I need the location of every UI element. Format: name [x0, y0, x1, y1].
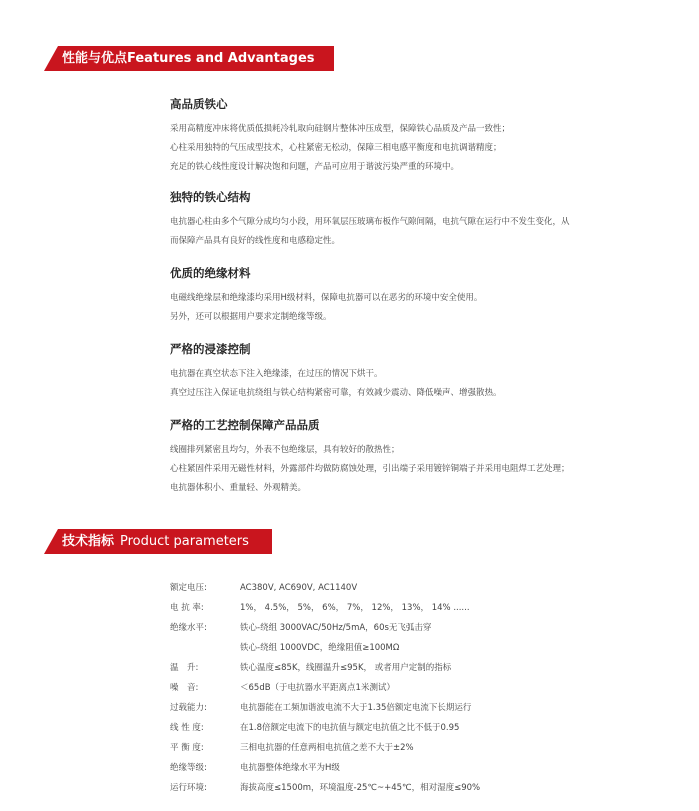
feature-line: 电抗器体积小、重量轻、外观精美。 [170, 483, 307, 493]
feature-section-3 [170, 265, 650, 327]
param-row [170, 758, 480, 778]
param-row [170, 638, 480, 658]
feature-line: 另外，还可以根据用户要求定制绝缘等级。 [170, 312, 332, 322]
param-row [170, 778, 480, 798]
param-row [170, 678, 480, 698]
feature-title: 严格的工艺控制保障产品品质 [170, 418, 320, 432]
feature-section-1 [170, 96, 650, 177]
param-value: AC380V, AC690V, AC1140V [240, 583, 358, 593]
param-key [170, 638, 240, 658]
param-key: 额定电压: [170, 583, 207, 593]
param-key: 平 衡 度: [170, 743, 204, 753]
feature-section-4 [170, 341, 650, 403]
param-key: 绝缘水平: [170, 623, 207, 633]
param-row [170, 618, 480, 638]
feature-line: 线圈排列紧密且均匀，外表不包绝缘层，具有较好的散热性； [170, 445, 400, 455]
feature-section-2 [170, 189, 650, 251]
feature-title: 优质的绝缘材料 [170, 266, 251, 280]
param-value: 铁心温度≤85K，线圈温升≤95K， 或者用户定制的指标 [240, 663, 452, 673]
params-title-en: Product parameters [120, 534, 249, 549]
param-value: 铁心-绕组 1000VDC，绝缘阻值≥100MΩ [240, 643, 400, 653]
param-row [170, 598, 480, 618]
feature-line: 而保障产品具有良好的线性度和电感稳定性。 [170, 236, 341, 246]
feature-title: 独特的铁心结构 [170, 190, 251, 204]
param-row [170, 738, 480, 758]
param-value: 在1.8倍额定电流下的电抗值与额定电抗值之比不低于0.95 [240, 723, 460, 733]
param-row [170, 718, 480, 738]
param-key: 噪 音: [170, 683, 199, 693]
feature-section-5 [170, 417, 650, 498]
feature-line: 心柱紧固件采用无磁性材料，外露部件均做防腐蚀处理，引出端子采用镀锌铜端子并采用电阻焊工艺处理； [170, 464, 570, 474]
param-key: 过载能力: [170, 703, 207, 713]
param-key: 电 抗 率: [170, 603, 204, 613]
feature-title: 高品质铁心 [170, 97, 228, 111]
features-title-cn: 性能与优点 [62, 51, 128, 66]
params-title-cn: 技术指标 [62, 534, 115, 549]
param-value: 海拔高度≤1500m，环境温度-25℃~+45℃，相对湿度≤90% [240, 783, 481, 793]
param-row [170, 658, 480, 678]
param-value: 电抗器能在工频加谐波电流不大于1.35倍额定电流下长期运行 [240, 703, 472, 713]
features-banner-title [62, 46, 315, 71]
param-value: 电抗器整体绝缘水平为H级 [240, 763, 340, 773]
param-value: ＜65dB（于电抗器水平距离点1米测试） [240, 683, 395, 693]
params-list [170, 578, 480, 798]
param-key: 线 性 度: [170, 723, 204, 733]
param-value: 铁心-绕组 3000VAC/50Hz/5mA，60s无飞弧击穿 [240, 623, 432, 633]
feature-title: 严格的浸漆控制 [170, 342, 251, 356]
feature-line: 电抗器在真空状态下注入绝缘漆，在过压的情况下烘干。 [170, 369, 383, 379]
param-row [170, 698, 480, 718]
param-key: 温 升: [170, 663, 199, 673]
feature-line: 电磁线绝缘层和绝缘漆均采用H级材料，保障电抗器可以在恶劣的环境中安全使用。 [170, 293, 483, 303]
feature-line: 心柱采用独特的气压成型技术，心柱紧密无松动，保障三相电感平衡度和电抗调谐精度； [170, 143, 502, 153]
feature-line: 采用高精度冲床将优质低损耗冷轧取向硅钢片整体冲压成型，保障铁心品质及产品一致性； [170, 124, 511, 134]
feature-line: 真空过压注入保证电抗绕组与铁心结构紧密可靠，有效减少震动、降低噪声、增强散热。 [170, 388, 502, 398]
params-banner-title [62, 529, 249, 554]
param-value: 三相电抗器的任意两相电抗值之差不大于±2% [240, 743, 414, 753]
feature-line: 电抗器心柱由多个气隙分成均匀小段，用环氧层压玻璃布板作气隙间隔，电抗气隙在运行中不发生变化，从 [170, 217, 570, 227]
param-key: 绝缘等级: [170, 763, 207, 773]
features-title-en: Features and Advantages [127, 51, 315, 66]
param-row [170, 578, 480, 598]
param-key: 运行环境: [170, 783, 207, 793]
feature-line: 充足的铁心线性度设计解决饱和问题，产品可应用于谐波污染严重的环境中。 [170, 162, 460, 172]
param-value: 1%， 4.5%， 5%， 6%， 7%， 12%， 13%， 14% ...... [240, 603, 470, 613]
